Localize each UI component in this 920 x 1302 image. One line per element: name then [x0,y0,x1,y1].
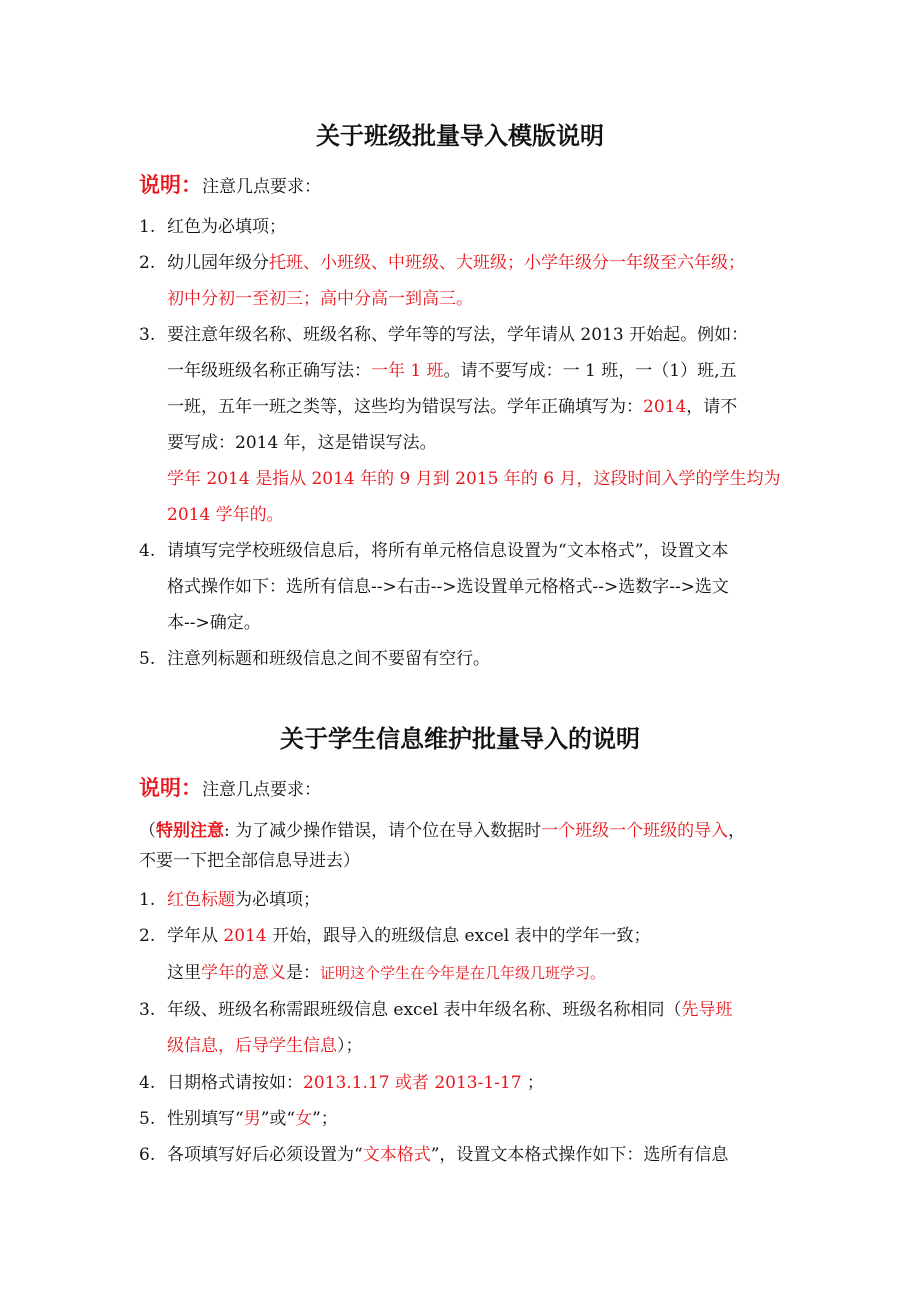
intro-text: 注意几点要求： [202,780,321,800]
text-run: 一班，五年一班之类等，这些均为错误写法。学年正确填写为： [167,397,643,417]
text-run: 要注意年级名称、班级名称、学年等的写法，学年请从 2013 开始起。例如： [167,325,749,345]
text-run: 为了减少操作错误，请个位在导入数据时 [229,821,542,841]
text-run: 托班、小班级、中班级、大班级；小学年级分一年级至六年级； [269,253,745,273]
text-run: 证明这个学生在今年是在几年级几班学习。 [320,964,606,982]
list-number: 5. [139,649,156,669]
text-run: 日期格式请按如： [167,1073,303,1093]
text-run: 格式操作如下：选所有信息-->右击-->选设置单元格格式-->选数字-->选文 [167,577,729,597]
list-item-line [167,923,651,949]
text-run: 本-->确定。 [167,613,261,633]
list-item-line [167,574,729,600]
list-item-line [167,502,284,528]
text-run: 男 [243,1109,261,1129]
text-run: 2014 [223,926,267,946]
text-run: 一年级班级名称正确写法： [167,361,371,381]
text-run: 要写成：2014 年，这是错误写法。 [167,433,437,453]
text-run: 。请不要写成：一 1 班，一（1）班,五 [443,361,737,381]
list-number: 2. [139,253,156,273]
text-run: 注意列标题和班级信息之间不要留有空行。 [167,649,490,669]
text-run: 学年从 [167,926,224,946]
list-item-line [167,646,490,672]
text-run: 文本格式 [362,1145,431,1165]
text-run: 一个班级一个班级的导入 [541,821,729,841]
text-run: 请填写完学校班级信息后，将所有单元格信息设置为“文本格式”，设置文本 [167,541,729,561]
text-run: 幼儿园年级分 [167,253,269,273]
text-run: 为必填项； [235,890,320,910]
text-run: 级信息，后导学生信息 [167,1036,337,1056]
text-run: ； [521,1073,544,1093]
list-number: 3. [139,325,156,345]
text-run: 各项填写好后必须设置为“ [167,1145,363,1165]
text-run: 先导班 [681,1000,733,1020]
text-run: ）； [337,1036,363,1056]
list-item-line [167,286,473,312]
text-run: （ [139,821,156,841]
list-item-line [167,322,748,348]
text-run: ”，设置文本格式操作如下：选所有信息 [430,1145,729,1165]
text-run: 年级、班级名称需跟班级信息 excel 表中年级名称、班级名称相同（ [167,1000,682,1020]
list-item-line [167,610,261,636]
section2-title: 关于学生信息维护批量导入的说明 [280,725,640,753]
list-item-line [167,997,732,1023]
text-run: 是： [286,963,320,983]
list-item-line [167,394,737,420]
list-item-line [167,538,728,564]
text-run: 学年 2014 是指从 2014 年的 9 月到 2015 年的 6 月，这段时间入学的学生均为 [167,469,781,489]
list-item-line [167,1070,544,1096]
text-run: 特别注意 [156,821,224,841]
section1-intro [139,172,321,200]
list-number: 3. [139,1000,156,1020]
list-number: 2. [139,926,156,946]
list-item-line [167,887,320,913]
list-number: 4. [139,1073,156,1093]
intro-label: 说明： [139,776,202,800]
text-run: : [224,821,230,841]
list-item-line [167,466,780,492]
list-number: 1. [139,890,156,910]
list-item-line [167,430,437,456]
list-item-line [167,214,286,240]
list-item-line [167,1033,363,1059]
list-number: 4. [139,541,156,561]
section2-intro [139,775,321,803]
text-run: 女 [295,1109,313,1129]
list-item-line [167,960,605,986]
list-item-line [167,1106,338,1132]
note-line [139,848,360,874]
list-item-line [167,358,736,384]
text-run: 2013.1.17 或者 2013-1-17 [303,1073,522,1093]
text-run: 学年的意义 [201,963,286,983]
list-number: 5. [139,1109,156,1129]
text-run: 一年 1 班 [371,361,444,381]
list-number: 6. [139,1145,156,1165]
text-run: 红色标题 [167,890,235,910]
text-run: 2014 学年的。 [167,505,284,525]
text-run: ，请不 [686,397,738,417]
text-run: 初中分初一至初三；高中分高一到高三。 [167,289,473,309]
text-run: 红色为必填项； [167,217,286,237]
intro-label: 说明： [139,173,202,197]
section1-title: 关于班级批量导入模版说明 [316,122,604,150]
list-item-line [167,250,745,276]
text-run: 不要一下把全部信息导进去） [139,851,360,871]
text-run: 这里 [167,963,201,983]
text-run: ”或“ [260,1109,296,1129]
list-number: 1. [139,217,156,237]
list-item-line [167,1142,728,1168]
text-run: ， [728,821,746,841]
intro-text: 注意几点要求： [202,177,321,197]
note-line [139,818,745,844]
text-run: 开始，跟导入的班级信息 excel 表中的学年一致； [266,926,651,946]
text-run: ”； [312,1109,338,1129]
text-run: 性别填写“ [167,1109,244,1129]
text-run: 2014 [643,397,687,417]
